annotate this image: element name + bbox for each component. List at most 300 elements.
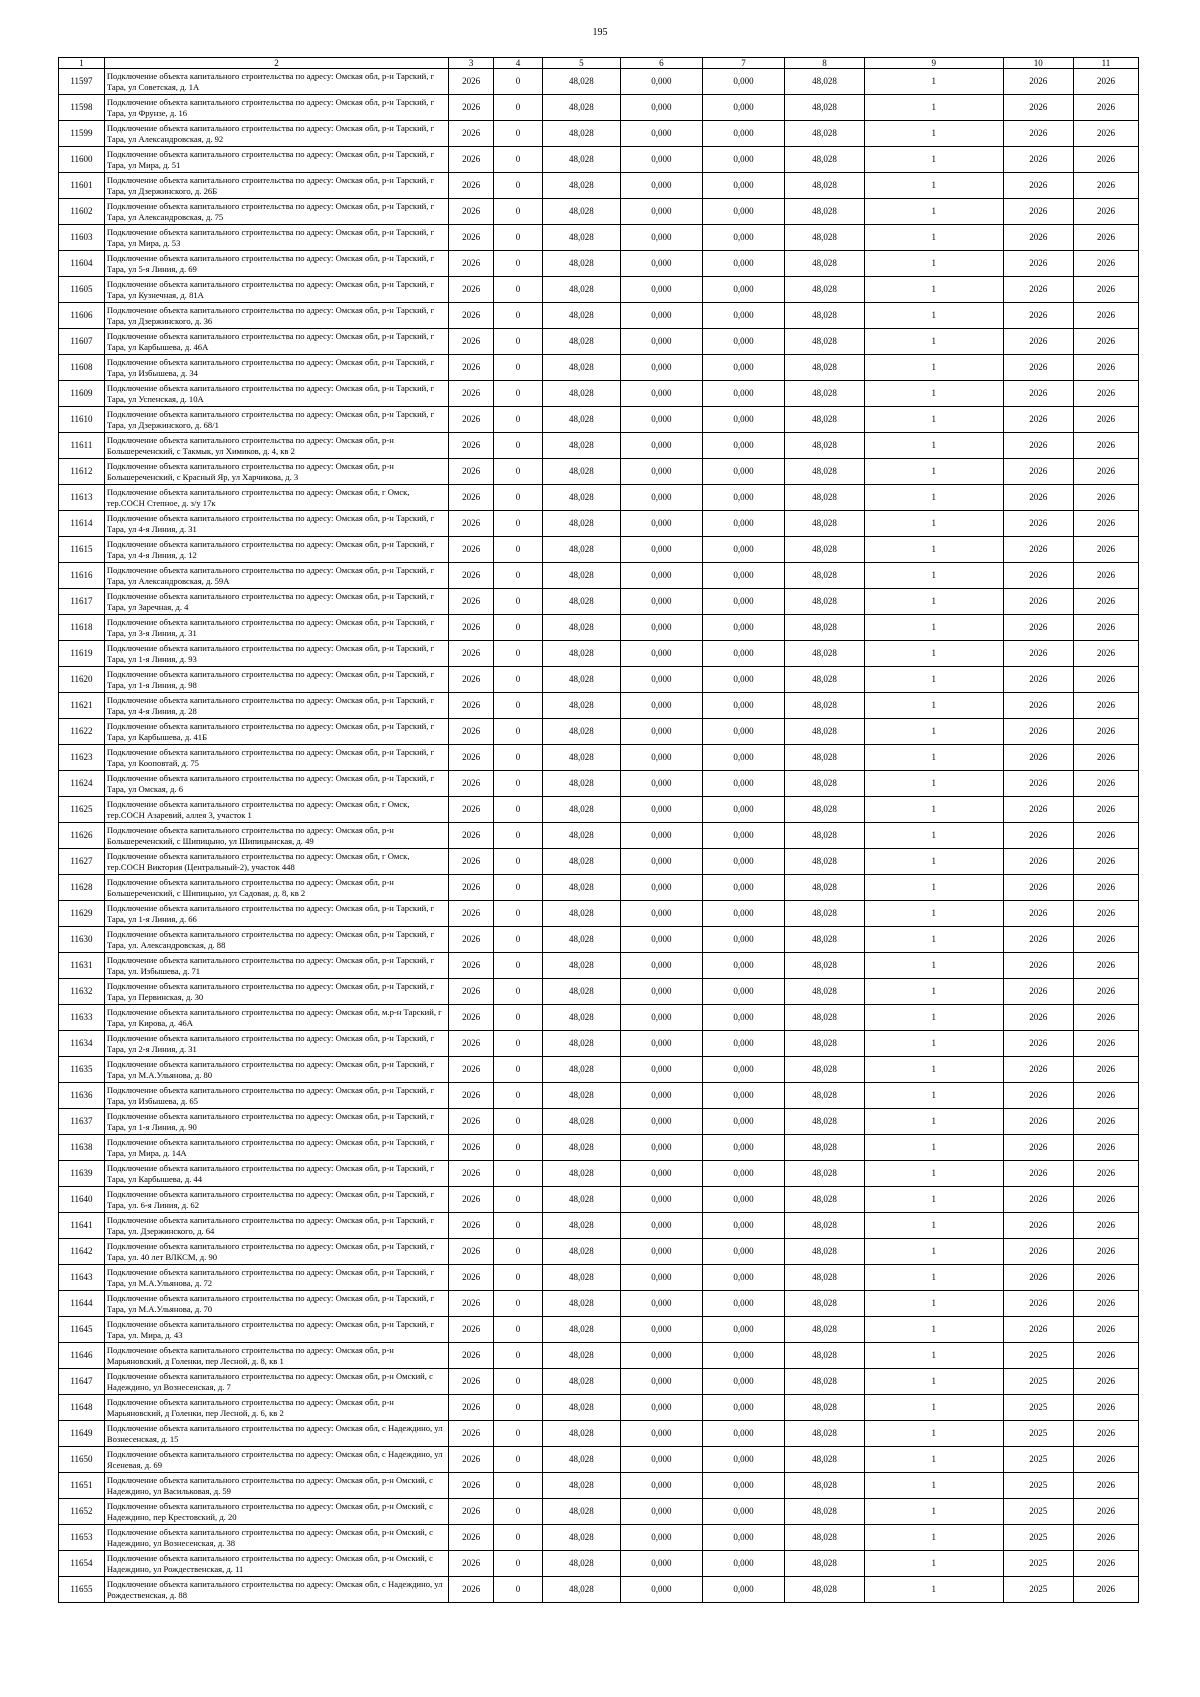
value-cell: 48,028 <box>543 641 621 667</box>
value-cell: 1 <box>864 173 1003 199</box>
value-cell: 0 <box>493 511 542 537</box>
value-cell: 2026 <box>1073 433 1138 459</box>
value-cell: 48,028 <box>784 537 864 563</box>
value-cell: 0 <box>493 407 542 433</box>
value-cell: 0,000 <box>620 433 702 459</box>
value-cell: 0 <box>493 1135 542 1161</box>
row-number-cell: 11640 <box>59 1187 105 1213</box>
row-number-cell: 11654 <box>59 1551 105 1577</box>
value-cell: 2026 <box>449 199 494 225</box>
value-cell: 0,000 <box>620 1525 702 1551</box>
value-cell: 48,028 <box>784 1525 864 1551</box>
row-number-cell: 11622 <box>59 719 105 745</box>
description-cell: Подключение объекта капитального строительства по адресу: Омская обл, р-н Тарский, г Тара, ул 3-я Линия, д. 31 <box>104 615 448 641</box>
value-cell: 0,000 <box>702 1473 784 1499</box>
value-cell: 0 <box>493 771 542 797</box>
value-cell: 0,000 <box>620 1057 702 1083</box>
table-row <box>59 667 1139 693</box>
table-row <box>59 1109 1139 1135</box>
value-cell: 2026 <box>449 667 494 693</box>
value-cell: 0,000 <box>702 1031 784 1057</box>
table-row <box>59 1369 1139 1395</box>
value-cell: 48,028 <box>543 433 621 459</box>
value-cell: 1 <box>864 875 1003 901</box>
column-header: 7 <box>702 58 784 69</box>
description-cell: Подключение объекта капитального строительства по адресу: Омская обл, с Надеждино, ул Вознесенская, д. 15 <box>104 1421 448 1447</box>
value-cell: 0 <box>493 901 542 927</box>
value-cell: 1 <box>864 797 1003 823</box>
value-cell: 0 <box>493 225 542 251</box>
value-cell: 48,028 <box>784 95 864 121</box>
value-cell: 0,000 <box>702 355 784 381</box>
value-cell: 0 <box>493 1083 542 1109</box>
value-cell: 0,000 <box>702 849 784 875</box>
description-cell: Подключение объекта капитального строительства по адресу: Омская обл, р-н Тарский, г Тара, ул 5-я Линия, д. 69 <box>104 251 448 277</box>
value-cell: 0 <box>493 927 542 953</box>
description-cell: Подключение объекта капитального строительства по адресу: Омская обл, р-н Тарский, г Тара, ул Избышева, д. 65 <box>104 1083 448 1109</box>
value-cell: 48,028 <box>784 147 864 173</box>
row-number-cell: 11608 <box>59 355 105 381</box>
row-number-cell: 11607 <box>59 329 105 355</box>
value-cell: 2026 <box>1003 875 1073 901</box>
value-cell: 48,028 <box>543 1447 621 1473</box>
value-cell: 48,028 <box>784 797 864 823</box>
column-header: 2 <box>104 58 448 69</box>
value-cell: 2026 <box>1003 849 1073 875</box>
value-cell: 48,028 <box>543 1291 621 1317</box>
value-cell: 0,000 <box>702 381 784 407</box>
value-cell: 2026 <box>1003 979 1073 1005</box>
value-cell: 0,000 <box>620 225 702 251</box>
value-cell: 0,000 <box>702 69 784 95</box>
value-cell: 2026 <box>449 537 494 563</box>
value-cell: 1 <box>864 1369 1003 1395</box>
value-cell: 48,028 <box>784 1161 864 1187</box>
value-cell: 48,028 <box>543 1005 621 1031</box>
description-cell: Подключение объекта капитального строительства по адресу: Омская обл, р-н Тарский, г Тара, ул Успенская, д. 10А <box>104 381 448 407</box>
value-cell: 2026 <box>1003 1135 1073 1161</box>
value-cell: 48,028 <box>784 485 864 511</box>
value-cell: 2026 <box>1003 1057 1073 1083</box>
value-cell: 1 <box>864 1187 1003 1213</box>
row-number-cell: 11618 <box>59 615 105 641</box>
row-number-cell: 11612 <box>59 459 105 485</box>
value-cell: 0 <box>493 849 542 875</box>
table-row <box>59 1421 1139 1447</box>
description-cell: Подключение объекта капитального строительства по адресу: Омская обл, р-н Тарский, г Тара, ул Кооповтай, д. 75 <box>104 745 448 771</box>
table-row <box>59 485 1139 511</box>
table-row <box>59 1213 1139 1239</box>
value-cell: 2026 <box>1073 1343 1138 1369</box>
value-cell: 2026 <box>1073 303 1138 329</box>
value-cell: 1 <box>864 303 1003 329</box>
column-header: 8 <box>784 58 864 69</box>
row-number-cell: 11637 <box>59 1109 105 1135</box>
value-cell: 2026 <box>1073 771 1138 797</box>
value-cell: 48,028 <box>543 901 621 927</box>
description-cell: Подключение объекта капитального строительства по адресу: Омская обл, р-н Тарский, г Тара, ул 1-я Линия, д. 93 <box>104 641 448 667</box>
value-cell: 48,028 <box>543 823 621 849</box>
value-cell: 1 <box>864 1265 1003 1291</box>
value-cell: 1 <box>864 1473 1003 1499</box>
value-cell: 1 <box>864 537 1003 563</box>
value-cell: 2026 <box>1073 563 1138 589</box>
value-cell: 1 <box>864 589 1003 615</box>
description-cell: Подключение объекта капитального строительства по адресу: Омская обл, р-н Тарский, г Тара, ул Александровская, д. 59А <box>104 563 448 589</box>
value-cell: 48,028 <box>784 355 864 381</box>
value-cell: 0,000 <box>702 875 784 901</box>
value-cell: 48,028 <box>784 745 864 771</box>
value-cell: 2026 <box>449 875 494 901</box>
row-number-cell: 11642 <box>59 1239 105 1265</box>
value-cell: 1 <box>864 563 1003 589</box>
value-cell: 2026 <box>1003 1291 1073 1317</box>
value-cell: 0,000 <box>702 329 784 355</box>
table-row <box>59 1265 1139 1291</box>
value-cell: 2026 <box>449 251 494 277</box>
value-cell: 1 <box>864 953 1003 979</box>
value-cell: 1 <box>864 615 1003 641</box>
row-number-cell: 11616 <box>59 563 105 589</box>
value-cell: 1 <box>864 1161 1003 1187</box>
table-row <box>59 147 1139 173</box>
description-cell: Подключение объекта капитального строительства по адресу: Омская обл, м.р-н Тарский, г Тара, ул Кирова, д. 46А <box>104 1005 448 1031</box>
value-cell: 2026 <box>449 693 494 719</box>
value-cell: 2026 <box>1073 589 1138 615</box>
value-cell: 48,028 <box>784 225 864 251</box>
value-cell: 0,000 <box>702 953 784 979</box>
value-cell: 48,028 <box>543 381 621 407</box>
row-number-cell: 11628 <box>59 875 105 901</box>
value-cell: 0,000 <box>620 563 702 589</box>
table-row <box>59 1161 1139 1187</box>
value-cell: 2026 <box>1073 1265 1138 1291</box>
table-row <box>59 251 1139 277</box>
value-cell: 0 <box>493 589 542 615</box>
description-cell: Подключение объекта капитального строительства по адресу: Омская обл, р-н Марьяновский, д Голенки, пер Лесной, д. 8, кв 1 <box>104 1343 448 1369</box>
row-number-cell: 11610 <box>59 407 105 433</box>
value-cell: 1 <box>864 511 1003 537</box>
value-cell: 0,000 <box>620 719 702 745</box>
value-cell: 2026 <box>1003 641 1073 667</box>
value-cell: 2026 <box>1003 615 1073 641</box>
value-cell: 1 <box>864 1291 1003 1317</box>
table-row <box>59 1499 1139 1525</box>
value-cell: 0,000 <box>620 979 702 1005</box>
value-cell: 2026 <box>1073 511 1138 537</box>
description-cell: Подключение объекта капитального строительства по адресу: Омская обл, р-н Омский, с Надеждино, ул Вознесенская, д. 38 <box>104 1525 448 1551</box>
description-cell: Подключение объекта капитального строительства по адресу: Омская обл, р-н Тарский, г Тара, ул Избышева, д. 34 <box>104 355 448 381</box>
value-cell: 1 <box>864 95 1003 121</box>
value-cell: 1 <box>864 1499 1003 1525</box>
value-cell: 0,000 <box>702 173 784 199</box>
description-cell: Подключение объекта капитального строительства по адресу: Омская обл, р-н Большереченский, с Шипицыно, ул Садовая, д. 8, кв 2 <box>104 875 448 901</box>
table-row <box>59 381 1139 407</box>
value-cell: 48,028 <box>543 927 621 953</box>
row-number-cell: 11600 <box>59 147 105 173</box>
value-cell: 0,000 <box>620 407 702 433</box>
value-cell: 48,028 <box>543 771 621 797</box>
value-cell: 2026 <box>1073 381 1138 407</box>
value-cell: 48,028 <box>784 433 864 459</box>
description-cell: Подключение объекта капитального строительства по адресу: Омская обл, р-н Омский, с Надеждино, пер Крестовский, д. 20 <box>104 1499 448 1525</box>
value-cell: 0,000 <box>702 1577 784 1603</box>
value-cell: 0 <box>493 875 542 901</box>
value-cell: 2026 <box>1003 693 1073 719</box>
value-cell: 0,000 <box>620 1109 702 1135</box>
value-cell: 0,000 <box>620 797 702 823</box>
value-cell: 0,000 <box>702 199 784 225</box>
value-cell: 48,028 <box>543 745 621 771</box>
table-row <box>59 1187 1139 1213</box>
value-cell: 2026 <box>1003 407 1073 433</box>
value-cell: 2026 <box>1003 121 1073 147</box>
value-cell: 2026 <box>1073 1031 1138 1057</box>
value-cell: 0,000 <box>702 641 784 667</box>
value-cell: 2026 <box>1073 1005 1138 1031</box>
value-cell: 0 <box>493 563 542 589</box>
description-cell: Подключение объекта капитального строительства по адресу: Омская обл, р-н Тарский, г Тара, ул Мира, д. 51 <box>104 147 448 173</box>
value-cell: 0,000 <box>702 1161 784 1187</box>
row-number-cell: 11646 <box>59 1343 105 1369</box>
value-cell: 1 <box>864 1135 1003 1161</box>
value-cell: 48,028 <box>543 1421 621 1447</box>
value-cell: 48,028 <box>543 1031 621 1057</box>
value-cell: 2026 <box>449 797 494 823</box>
value-cell: 48,028 <box>784 1577 864 1603</box>
description-cell: Подключение объекта капитального строительства по адресу: Омская обл, с Надеждино, ул Ясеневая, д. 69 <box>104 1447 448 1473</box>
value-cell: 0,000 <box>620 693 702 719</box>
description-cell: Подключение объекта капитального строительства по адресу: Омская обл, р-н Омский, с Надеждино, ул Васильковая, д. 59 <box>104 1473 448 1499</box>
value-cell: 2026 <box>449 407 494 433</box>
value-cell: 2026 <box>449 1161 494 1187</box>
value-cell: 2026 <box>1073 849 1138 875</box>
value-cell: 2026 <box>1003 1317 1073 1343</box>
value-cell: 0,000 <box>702 615 784 641</box>
value-cell: 48,028 <box>543 1499 621 1525</box>
row-number-cell: 11597 <box>59 69 105 95</box>
value-cell: 48,028 <box>543 1473 621 1499</box>
column-number-row <box>59 58 1139 69</box>
row-number-cell: 11631 <box>59 953 105 979</box>
value-cell: 2026 <box>449 719 494 745</box>
value-cell: 2026 <box>1003 563 1073 589</box>
description-cell: Подключение объекта капитального строительства по адресу: Омская обл, г Омск, тер.СОСН Степное, д. з/у 17к <box>104 485 448 511</box>
value-cell: 0,000 <box>702 251 784 277</box>
description-cell: Подключение объекта капитального строительства по адресу: Омская обл, г Омск, тер.СОСН Азаревий, аллея 3, участок 1 <box>104 797 448 823</box>
column-header: 11 <box>1073 58 1138 69</box>
value-cell: 2026 <box>449 1577 494 1603</box>
table-row <box>59 1057 1139 1083</box>
value-cell: 2026 <box>449 1265 494 1291</box>
value-cell: 48,028 <box>543 1369 621 1395</box>
value-cell: 0 <box>493 1499 542 1525</box>
value-cell: 0,000 <box>620 1551 702 1577</box>
description-cell: Подключение объекта капитального строительства по адресу: Омская обл, р-н Тарский, г Тара, ул 4-я Линия, д. 28 <box>104 693 448 719</box>
description-cell: Подключение объекта капитального строительства по адресу: Омская обл, р-н Тарский, г Тара, ул 1-я Линия, д. 66 <box>104 901 448 927</box>
value-cell: 48,028 <box>784 1239 864 1265</box>
value-cell: 48,028 <box>784 875 864 901</box>
value-cell: 0,000 <box>702 927 784 953</box>
value-cell: 48,028 <box>543 251 621 277</box>
value-cell: 2026 <box>449 1135 494 1161</box>
value-cell: 1 <box>864 277 1003 303</box>
table-row <box>59 1577 1139 1603</box>
value-cell: 48,028 <box>784 1317 864 1343</box>
value-cell: 0,000 <box>620 1239 702 1265</box>
value-cell: 48,028 <box>784 719 864 745</box>
value-cell: 2026 <box>1003 485 1073 511</box>
value-cell: 2026 <box>1003 277 1073 303</box>
value-cell: 1 <box>864 147 1003 173</box>
value-cell: 2026 <box>1003 199 1073 225</box>
table-row <box>59 1083 1139 1109</box>
description-cell: Подключение объекта капитального строительства по адресу: Омская обл, р-н Тарский, г Тара, ул. Избышева, д. 71 <box>104 953 448 979</box>
value-cell: 2026 <box>449 433 494 459</box>
value-cell: 48,028 <box>543 95 621 121</box>
value-cell: 2026 <box>1003 381 1073 407</box>
value-cell: 2026 <box>1003 511 1073 537</box>
value-cell: 1 <box>864 1551 1003 1577</box>
value-cell: 2026 <box>1073 1317 1138 1343</box>
table-row <box>59 641 1139 667</box>
value-cell: 0,000 <box>620 69 702 95</box>
value-cell: 0 <box>493 719 542 745</box>
value-cell: 1 <box>864 1447 1003 1473</box>
table-row <box>59 771 1139 797</box>
value-cell: 2026 <box>1073 615 1138 641</box>
value-cell: 2026 <box>1073 797 1138 823</box>
value-cell: 0,000 <box>620 1161 702 1187</box>
value-cell: 0 <box>493 1239 542 1265</box>
value-cell: 0,000 <box>620 459 702 485</box>
value-cell: 48,028 <box>784 1187 864 1213</box>
value-cell: 0,000 <box>702 589 784 615</box>
description-cell: Подключение объекта капитального строительства по адресу: Омская обл, р-н Тарский, г Тара, ул Дзержинского, д. 26Б <box>104 173 448 199</box>
description-cell: Подключение объекта капитального строительства по адресу: Омская обл, р-н Тарский, г Тара, ул М.А.Ульянова, д. 80 <box>104 1057 448 1083</box>
row-number-cell: 11624 <box>59 771 105 797</box>
value-cell: 0 <box>493 1525 542 1551</box>
value-cell: 0,000 <box>620 641 702 667</box>
value-cell: 1 <box>864 693 1003 719</box>
value-cell: 48,028 <box>784 251 864 277</box>
value-cell: 2026 <box>1073 1525 1138 1551</box>
value-cell: 1 <box>864 199 1003 225</box>
value-cell: 2025 <box>1003 1473 1073 1499</box>
row-number-cell: 11599 <box>59 121 105 147</box>
table-row <box>59 511 1139 537</box>
value-cell: 2026 <box>1003 589 1073 615</box>
description-cell: Подключение объекта капитального строительства по адресу: Омская обл, р-н Тарский, г Тара, ул Карбышева, д. 41Б <box>104 719 448 745</box>
value-cell: 0 <box>493 199 542 225</box>
value-cell: 2026 <box>449 1291 494 1317</box>
row-number-cell: 11638 <box>59 1135 105 1161</box>
value-cell: 48,028 <box>543 69 621 95</box>
value-cell: 0 <box>493 1421 542 1447</box>
value-cell: 2026 <box>1003 1109 1073 1135</box>
value-cell: 48,028 <box>784 381 864 407</box>
value-cell: 48,028 <box>784 199 864 225</box>
value-cell: 0,000 <box>620 485 702 511</box>
value-cell: 48,028 <box>543 329 621 355</box>
value-cell: 0 <box>493 303 542 329</box>
value-cell: 2026 <box>1003 771 1073 797</box>
description-cell: Подключение объекта капитального строительства по адресу: Омская обл, р-н Тарский, г Тара, ул 2-я Линия, д. 31 <box>104 1031 448 1057</box>
table-row <box>59 1473 1139 1499</box>
table-row <box>59 589 1139 615</box>
row-number-cell: 11650 <box>59 1447 105 1473</box>
value-cell: 0,000 <box>620 745 702 771</box>
value-cell: 48,028 <box>784 1005 864 1031</box>
value-cell: 0,000 <box>620 381 702 407</box>
value-cell: 2026 <box>1073 1057 1138 1083</box>
value-cell: 48,028 <box>784 1499 864 1525</box>
value-cell: 0,000 <box>620 1083 702 1109</box>
table-row <box>59 719 1139 745</box>
value-cell: 0,000 <box>620 771 702 797</box>
value-cell: 2026 <box>1073 1187 1138 1213</box>
value-cell: 0,000 <box>620 537 702 563</box>
table-row <box>59 953 1139 979</box>
value-cell: 2026 <box>1073 95 1138 121</box>
value-cell: 0,000 <box>702 1343 784 1369</box>
table-row <box>59 1135 1139 1161</box>
value-cell: 2026 <box>449 1239 494 1265</box>
table-body <box>59 58 1139 1603</box>
description-cell: Подключение объекта капитального строительства по адресу: Омская обл, р-н Тарский, г Тара, ул Дзержинского, д. 36 <box>104 303 448 329</box>
value-cell: 0,000 <box>620 875 702 901</box>
value-cell: 2026 <box>449 1499 494 1525</box>
table-row <box>59 277 1139 303</box>
value-cell: 2026 <box>449 1005 494 1031</box>
data-table <box>58 57 1139 1603</box>
value-cell: 2026 <box>1073 1421 1138 1447</box>
row-number-cell: 11605 <box>59 277 105 303</box>
row-number-cell: 11598 <box>59 95 105 121</box>
value-cell: 2026 <box>449 1187 494 1213</box>
value-cell: 2026 <box>449 95 494 121</box>
row-number-cell: 11615 <box>59 537 105 563</box>
value-cell: 0 <box>493 1343 542 1369</box>
value-cell: 0 <box>493 1187 542 1213</box>
row-number-cell: 11617 <box>59 589 105 615</box>
value-cell: 1 <box>864 407 1003 433</box>
table-row <box>59 1291 1139 1317</box>
value-cell: 2026 <box>1073 1135 1138 1161</box>
value-cell: 2026 <box>1003 173 1073 199</box>
value-cell: 2026 <box>1003 433 1073 459</box>
value-cell: 48,028 <box>784 329 864 355</box>
value-cell: 0,000 <box>702 121 784 147</box>
value-cell: 0 <box>493 355 542 381</box>
value-cell: 2026 <box>1003 719 1073 745</box>
value-cell: 48,028 <box>543 979 621 1005</box>
value-cell: 2026 <box>449 849 494 875</box>
value-cell: 2026 <box>1003 537 1073 563</box>
row-number-cell: 11614 <box>59 511 105 537</box>
value-cell: 48,028 <box>543 147 621 173</box>
value-cell: 2026 <box>1073 485 1138 511</box>
value-cell: 0,000 <box>702 1421 784 1447</box>
value-cell: 0,000 <box>702 1551 784 1577</box>
value-cell: 0 <box>493 329 542 355</box>
value-cell: 0 <box>493 1109 542 1135</box>
description-cell: Подключение объекта капитального строительства по адресу: Омская обл, р-н Тарский, г Тара, ул Фрунзе, д. 16 <box>104 95 448 121</box>
value-cell: 2026 <box>1073 1369 1138 1395</box>
value-cell: 2026 <box>1073 355 1138 381</box>
value-cell: 0,000 <box>702 1447 784 1473</box>
value-cell: 1 <box>864 1343 1003 1369</box>
